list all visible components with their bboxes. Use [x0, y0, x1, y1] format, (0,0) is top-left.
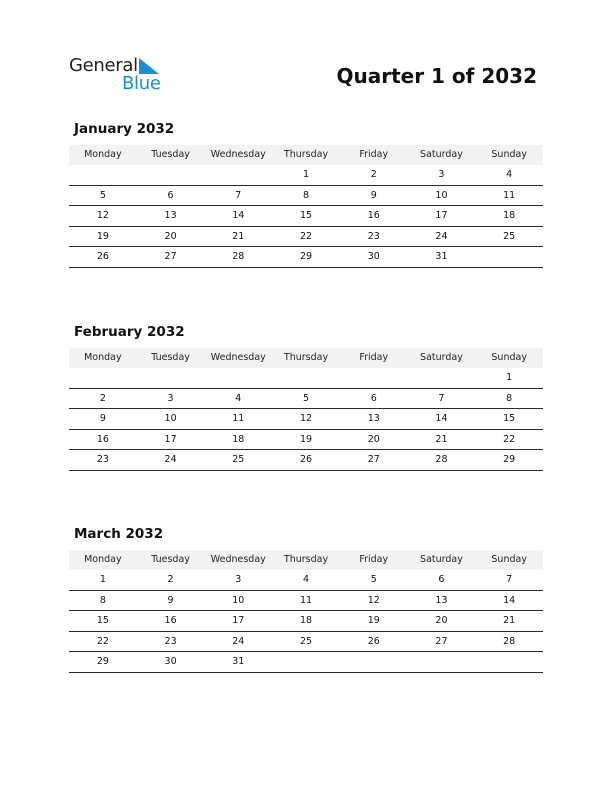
weekday-header: Wednesday: [210, 554, 266, 565]
brand-logo-text-blue: Blue: [122, 73, 161, 94]
week-row: [69, 206, 543, 227]
week-row: [69, 165, 543, 186]
day-cell: 20: [367, 433, 380, 445]
day-cell: [137, 165, 205, 185]
day-cell: 21: [503, 615, 516, 627]
day-cell: 25: [232, 454, 245, 466]
day-cell: 19: [299, 433, 313, 445]
day-cell: 5: [370, 574, 377, 585]
week-row: [69, 570, 543, 591]
week-row: [69, 611, 543, 632]
day-cell: [69, 368, 137, 388]
day-cell: 13: [367, 413, 380, 425]
weekday-header-row: [69, 145, 543, 165]
day-cell: 29: [299, 251, 313, 263]
week-row: [69, 186, 543, 207]
weekday-header: Sunday: [491, 352, 527, 363]
week-row: [69, 227, 543, 248]
day-cell: [340, 368, 408, 388]
month-title: January 2032: [74, 121, 175, 137]
day-cell: 20: [164, 230, 177, 242]
weekday-header: Tuesday: [151, 352, 190, 363]
day-cell: 10: [435, 189, 448, 201]
day-cell: 22: [503, 433, 516, 445]
day-cell: 14: [503, 594, 516, 606]
day-cell: 19: [367, 615, 380, 627]
day-cell: [272, 652, 340, 672]
day-cell: 17: [164, 433, 177, 445]
week-row: [69, 247, 543, 268]
day-cell: 25: [503, 230, 516, 242]
month-title: February 2032: [74, 324, 185, 340]
day-cell: 18: [503, 210, 516, 222]
weekday-header: Sunday: [491, 149, 527, 160]
day-cell: 30: [367, 251, 380, 263]
week-row: [69, 591, 543, 612]
weekday-header: Sunday: [491, 554, 527, 565]
day-cell: 25: [299, 635, 313, 647]
day-cell: 12: [367, 594, 380, 606]
day-cell: 20: [435, 615, 448, 627]
week-row: [69, 652, 543, 673]
day-cell: 24: [164, 454, 177, 466]
weeks-grid: [69, 368, 543, 471]
day-cell: 12: [299, 413, 313, 425]
day-cell: [137, 368, 205, 388]
weekday-header: Monday: [84, 149, 122, 160]
week-row: [69, 368, 543, 389]
day-cell: 27: [367, 454, 380, 466]
day-cell: 28: [232, 251, 245, 263]
day-cell: [340, 652, 408, 672]
day-cell: 31: [435, 251, 448, 263]
brand-logo-text-general: General: [69, 55, 138, 76]
day-cell: 3: [167, 392, 174, 404]
day-cell: 17: [435, 210, 448, 222]
weekday-header: Friday: [359, 149, 389, 160]
day-cell: 16: [164, 615, 177, 627]
day-cell: 11: [503, 189, 516, 201]
day-cell: [69, 165, 137, 185]
week-row: [69, 450, 543, 471]
day-cell: 4: [302, 574, 310, 585]
month-title: March 2032: [74, 526, 164, 542]
day-cell: 16: [367, 210, 380, 222]
day-cell: 28: [503, 635, 516, 647]
day-cell: 18: [299, 615, 313, 627]
day-cell: 21: [435, 433, 448, 445]
day-cell: 8: [302, 189, 310, 201]
day-cell: [272, 368, 340, 388]
weekday-header: Tuesday: [151, 554, 190, 565]
day-cell: 3: [235, 574, 242, 585]
day-cell: 30: [164, 656, 177, 668]
day-cell: 2: [99, 392, 106, 404]
day-cell: 23: [367, 230, 380, 242]
day-cell: 7: [438, 392, 445, 404]
day-cell: 21: [232, 230, 245, 242]
day-cell: 11: [299, 594, 313, 606]
day-cell: 9: [370, 189, 377, 201]
day-cell: 24: [435, 230, 448, 242]
day-cell: 13: [164, 210, 177, 222]
day-cell: 7: [235, 189, 242, 201]
day-cell: 15: [503, 413, 516, 425]
day-cell: 15: [96, 615, 109, 627]
day-cell: 8: [506, 392, 513, 404]
day-cell: 12: [96, 210, 109, 222]
day-cell: 26: [367, 635, 380, 647]
weekday-header: Friday: [359, 352, 389, 363]
day-cell: 19: [96, 230, 109, 242]
page-title: Quarter 1 of 2032: [336, 64, 537, 88]
day-cell: 14: [435, 413, 448, 425]
day-cell: 28: [435, 454, 448, 466]
weekday-header: Tuesday: [151, 149, 190, 160]
weekday-header: Monday: [84, 352, 122, 363]
day-cell: 4: [506, 169, 513, 180]
weekday-header: Friday: [359, 554, 389, 565]
weekday-header: Thursday: [283, 352, 329, 363]
day-cell: 2: [370, 169, 377, 180]
weekday-header-row: [69, 348, 543, 368]
day-cell: 14: [232, 210, 245, 222]
weekday-header: Thursday: [283, 149, 329, 160]
day-cell: 1: [99, 574, 106, 585]
day-cell: 26: [96, 251, 109, 263]
weekday-header: Saturday: [420, 554, 463, 565]
weekday-header: Saturday: [420, 352, 463, 363]
day-cell: 18: [232, 433, 245, 445]
week-row: [69, 632, 543, 653]
day-cell: 15: [299, 210, 313, 222]
weekday-header: Thursday: [283, 554, 329, 565]
day-cell: 31: [232, 656, 245, 668]
day-cell: 9: [167, 594, 174, 606]
weeks-grid: [69, 570, 543, 673]
month-calendar-march: [69, 525, 543, 677]
day-cell: 2: [167, 574, 174, 585]
day-cell: [475, 652, 543, 672]
brand-logo: [69, 55, 169, 95]
day-cell: 1: [506, 372, 513, 383]
day-cell: 22: [96, 635, 109, 647]
day-cell: 3: [438, 169, 445, 180]
day-cell: 10: [232, 594, 245, 606]
day-cell: [475, 247, 543, 267]
day-cell: 26: [299, 454, 313, 466]
day-cell: [204, 165, 272, 185]
day-cell: 23: [96, 454, 109, 466]
day-cell: 5: [302, 392, 310, 404]
day-cell: [204, 368, 272, 388]
day-cell: 17: [232, 615, 245, 627]
day-cell: 11: [232, 413, 245, 425]
day-cell: 5: [99, 189, 106, 201]
day-cell: 22: [299, 230, 313, 242]
day-cell: [408, 368, 476, 388]
day-cell: 6: [438, 574, 445, 585]
week-row: [69, 409, 543, 430]
weekday-header: Wednesday: [210, 352, 266, 363]
day-cell: 6: [167, 189, 174, 201]
day-cell: 29: [503, 454, 516, 466]
weekday-header: Wednesday: [210, 149, 266, 160]
day-cell: 23: [164, 635, 177, 647]
day-cell: 27: [164, 251, 177, 263]
day-cell: 24: [232, 635, 245, 647]
weekday-header: Monday: [84, 554, 122, 565]
day-cell: 27: [435, 635, 448, 647]
weekday-header: Saturday: [420, 149, 463, 160]
weekday-header-row: [69, 550, 543, 570]
day-cell: 6: [370, 392, 377, 404]
day-cell: 29: [96, 656, 109, 668]
day-cell: 7: [506, 574, 513, 585]
day-cell: 13: [435, 594, 448, 606]
day-cell: 4: [235, 392, 242, 404]
week-row: [69, 430, 543, 451]
day-cell: 10: [164, 413, 177, 425]
day-cell: [408, 652, 476, 672]
day-cell: 8: [99, 594, 106, 606]
weeks-grid: [69, 165, 543, 268]
day-cell: 16: [96, 433, 109, 445]
week-row: [69, 389, 543, 410]
day-cell: 9: [99, 413, 106, 425]
month-calendar-january: [69, 120, 543, 272]
day-cell: 1: [302, 169, 310, 180]
month-calendar-february: [69, 323, 543, 475]
